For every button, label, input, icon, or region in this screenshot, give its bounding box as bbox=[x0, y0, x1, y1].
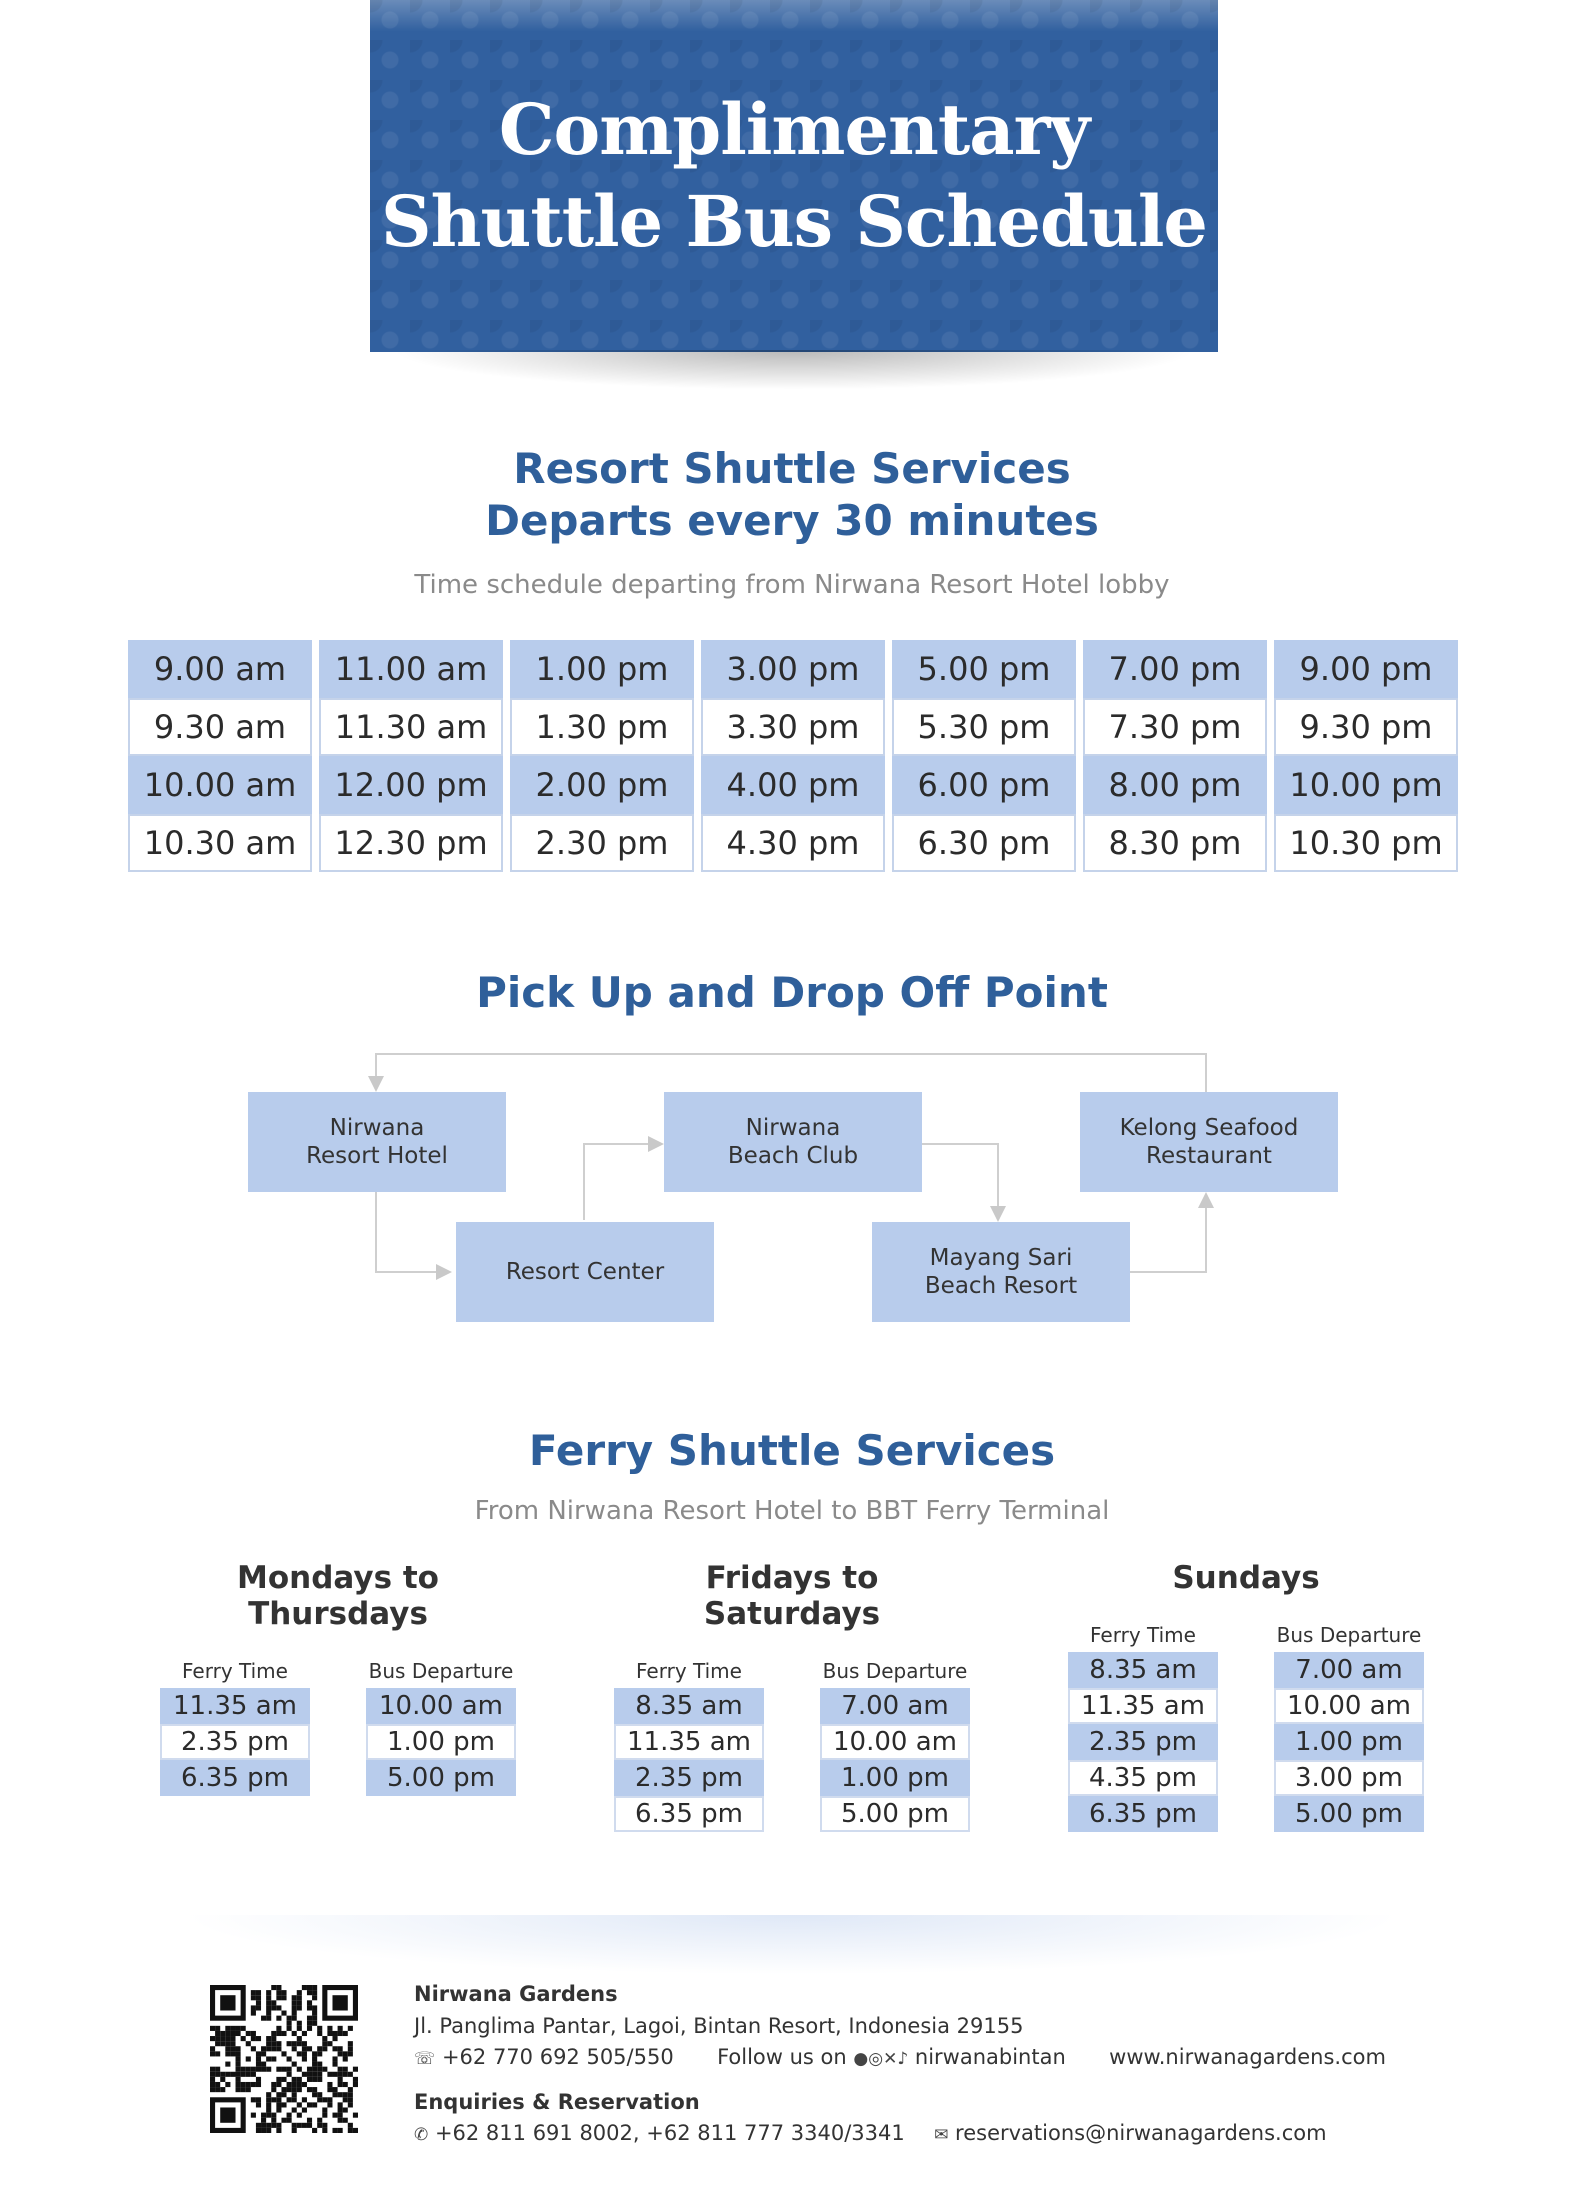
whatsapp-icon: ✆ bbox=[414, 2125, 429, 2145]
node-mayang-sari: Mayang Sari Beach Resort bbox=[872, 1222, 1130, 1322]
tiktok-icon[interactable]: ♪ bbox=[897, 2049, 909, 2069]
node-resort-hotel: Nirwana Resort Hotel bbox=[248, 1092, 506, 1192]
schedule-time-cell: 4.00 pm bbox=[701, 756, 885, 814]
node-beach-club: Nirwana Beach Club bbox=[664, 1092, 922, 1192]
schedule-column bbox=[892, 640, 1076, 872]
ferry-column-header: Bus Departure bbox=[822, 1659, 968, 1683]
ferry-time-cell: 6.35 pm bbox=[160, 1760, 310, 1796]
email-icon: ✉ bbox=[934, 2125, 949, 2145]
resort-schedule-grid bbox=[128, 640, 1458, 872]
ferry-table bbox=[614, 1654, 970, 1832]
pickup-title: Pick Up and Drop Off Point bbox=[476, 968, 1108, 1017]
footer-email-link[interactable]: reservations@nirwanagardens.com bbox=[955, 2121, 1327, 2145]
ferry-time-cell: 1.00 pm bbox=[820, 1760, 970, 1796]
footer-address: Jl. Panglima Pantar, Lagoi, Bintan Resort, Indonesia 29155 bbox=[414, 2014, 1024, 2038]
ferry-table bbox=[1068, 1618, 1424, 1832]
bus-departure-column bbox=[820, 1654, 970, 1832]
banner-title-line1: Complimentary bbox=[498, 88, 1090, 171]
resort-title-2: Departs every 30 minutes bbox=[485, 496, 1099, 545]
ferry-time-cell: 1.00 pm bbox=[1274, 1724, 1424, 1760]
footer-contact-row bbox=[414, 2045, 1386, 2069]
ferry-column-header: Bus Departure bbox=[368, 1659, 514, 1683]
ferry-time-column bbox=[614, 1654, 764, 1832]
schedule-time-cell: 2.30 pm bbox=[510, 814, 694, 872]
resort-subtitle: Time schedule departing from Nirwana Resort Hotel lobby bbox=[414, 570, 1170, 600]
connector-mayang-to-kelong bbox=[1130, 1196, 1206, 1272]
schedule-time-cell: 11.30 am bbox=[319, 698, 503, 756]
footer-reservation-row bbox=[414, 2121, 1327, 2145]
ferry-time-cell: 10.00 am bbox=[1274, 1688, 1424, 1724]
schedule-column bbox=[510, 640, 694, 872]
ferry-subtitle: From Nirwana Resort Hotel to BBT Ferry Terminal bbox=[474, 1496, 1110, 1526]
schedule-time-cell: 10.30 pm bbox=[1274, 814, 1458, 872]
ferry-column-header: Bus Departure bbox=[1276, 1623, 1422, 1647]
ferry-time-cell: 5.00 pm bbox=[366, 1760, 516, 1796]
ferry-time-cell: 11.35 am bbox=[160, 1688, 310, 1724]
footer-phone: +62 770 692 505/550 bbox=[441, 2045, 674, 2069]
ferry-group bbox=[160, 1560, 516, 1796]
ferry-time-cell: 5.00 pm bbox=[820, 1796, 970, 1832]
ferry-time-column bbox=[1068, 1618, 1218, 1832]
ferry-time-cell: 2.35 pm bbox=[1068, 1724, 1218, 1760]
schedule-time-cell: 7.30 pm bbox=[1083, 698, 1267, 756]
schedule-time-cell: 5.30 pm bbox=[892, 698, 1076, 756]
ferry-time-cell: 4.35 pm bbox=[1068, 1760, 1218, 1796]
schedule-time-cell: 1.30 pm bbox=[510, 698, 694, 756]
ferry-time-cell: 1.00 pm bbox=[366, 1724, 516, 1760]
schedule-time-cell: 10.30 am bbox=[128, 814, 312, 872]
ferry-time-cell: 6.35 pm bbox=[614, 1796, 764, 1832]
schedule-time-cell: 4.30 pm bbox=[701, 814, 885, 872]
instagram-icon[interactable]: ◎ bbox=[868, 2049, 884, 2069]
schedule-column bbox=[1274, 640, 1458, 872]
footer-whatsapp: +62 811 691 8002, +62 811 777 3340/3341 bbox=[434, 2121, 905, 2145]
banner-title-line2: Shuttle Bus Schedule bbox=[381, 180, 1207, 263]
bus-departure-column bbox=[1274, 1618, 1424, 1832]
schedule-time-cell: 10.00 pm bbox=[1274, 756, 1458, 814]
header-banner bbox=[370, 0, 1218, 352]
connector-center-to-beachclub bbox=[584, 1144, 660, 1220]
ferry-time-cell: 8.35 am bbox=[1068, 1652, 1218, 1688]
footer-follow: Follow us on bbox=[717, 2045, 847, 2069]
schedule-column bbox=[319, 640, 503, 872]
ferry-time-cell: 11.35 am bbox=[614, 1724, 764, 1760]
ferry-title: Ferry Shuttle Services bbox=[528, 1426, 1056, 1475]
schedule-column bbox=[128, 640, 312, 872]
bus-departure-column bbox=[366, 1654, 516, 1796]
ferry-time-cell: 6.35 pm bbox=[1068, 1796, 1218, 1832]
connector-beachclub-to-mayang bbox=[920, 1144, 998, 1218]
ferry-time-cell: 3.00 pm bbox=[1274, 1760, 1424, 1796]
schedule-time-cell: 8.00 pm bbox=[1083, 756, 1267, 814]
ferry-time-cell: 7.00 am bbox=[1274, 1652, 1424, 1688]
ferry-time-column bbox=[160, 1654, 310, 1796]
ferry-column-header: Ferry Time bbox=[636, 1659, 742, 1683]
schedule-column bbox=[1083, 640, 1267, 872]
ferry-time-cell: 11.35 am bbox=[1068, 1688, 1218, 1724]
qr-code-icon[interactable] bbox=[210, 1985, 358, 2133]
banner-shadow bbox=[390, 350, 1198, 390]
ferry-table bbox=[160, 1654, 516, 1796]
node-kelong-seafood: Kelong Seafood Restaurant bbox=[1080, 1092, 1338, 1192]
resort-title-1: Resort Shuttle Services bbox=[513, 444, 1071, 493]
node-resort-center: Resort Center bbox=[456, 1222, 714, 1322]
connector-hotel-to-center bbox=[376, 1192, 448, 1272]
footer-company: Nirwana Gardens bbox=[414, 1982, 618, 2006]
footer-divider bbox=[180, 1915, 1404, 1975]
schedule-time-cell: 9.00 pm bbox=[1274, 640, 1458, 698]
schedule-time-cell: 3.00 pm bbox=[701, 640, 885, 698]
schedule-time-cell: 5.00 pm bbox=[892, 640, 1076, 698]
ferry-group-title: Fridays to Saturdays bbox=[703, 1560, 881, 1632]
ferry-time-cell: 2.35 pm bbox=[160, 1724, 310, 1760]
schedule-time-cell: 12.00 pm bbox=[319, 756, 503, 814]
schedule-column bbox=[701, 640, 885, 872]
footer-social-handle[interactable]: nirwanabintan bbox=[914, 2045, 1066, 2069]
ferry-group bbox=[1068, 1560, 1424, 1832]
ferry-column-header: Ferry Time bbox=[1090, 1623, 1196, 1647]
schedule-time-cell: 7.00 pm bbox=[1083, 640, 1267, 698]
schedule-time-cell: 12.30 pm bbox=[319, 814, 503, 872]
schedule-time-cell: 9.30 pm bbox=[1274, 698, 1458, 756]
x-icon[interactable]: ✕ bbox=[883, 2049, 898, 2069]
ferry-time-cell: 7.00 am bbox=[820, 1688, 970, 1724]
ferry-time-cell: 10.00 am bbox=[366, 1688, 516, 1724]
schedule-time-cell: 11.00 am bbox=[319, 640, 503, 698]
schedule-time-cell: 6.00 pm bbox=[892, 756, 1076, 814]
ferry-time-cell: 5.00 pm bbox=[1274, 1796, 1424, 1832]
schedule-time-cell: 8.30 pm bbox=[1083, 814, 1267, 872]
schedule-time-cell: 9.30 am bbox=[128, 698, 312, 756]
schedule-time-cell: 1.00 pm bbox=[510, 640, 694, 698]
schedule-time-cell: 6.30 pm bbox=[892, 814, 1076, 872]
schedule-time-cell: 9.00 am bbox=[128, 640, 312, 698]
ferry-group-title: Sundays bbox=[1172, 1560, 1320, 1596]
ferry-time-cell: 2.35 pm bbox=[614, 1760, 764, 1796]
schedule-time-cell: 3.30 pm bbox=[701, 698, 885, 756]
ferry-column-header: Ferry Time bbox=[182, 1659, 288, 1683]
ferry-group bbox=[614, 1560, 970, 1832]
ferry-time-cell: 8.35 am bbox=[614, 1688, 764, 1724]
ferry-group-title: Mondays to Thursdays bbox=[237, 1560, 439, 1632]
footer-website-link[interactable]: www.nirwanagardens.com bbox=[1109, 2045, 1386, 2069]
pickup-route-diagram bbox=[0, 1040, 1584, 1340]
schedule-time-cell: 2.00 pm bbox=[510, 756, 694, 814]
facebook-icon[interactable]: ● bbox=[853, 2049, 869, 2069]
ferry-time-cell: 10.00 am bbox=[820, 1724, 970, 1760]
footer-enquiries: Enquiries & Reservation bbox=[414, 2090, 700, 2114]
schedule-time-cell: 10.00 am bbox=[128, 756, 312, 814]
phone-icon: ☏ bbox=[414, 2049, 436, 2069]
connector-kelong-to-hotel bbox=[376, 1054, 1206, 1092]
